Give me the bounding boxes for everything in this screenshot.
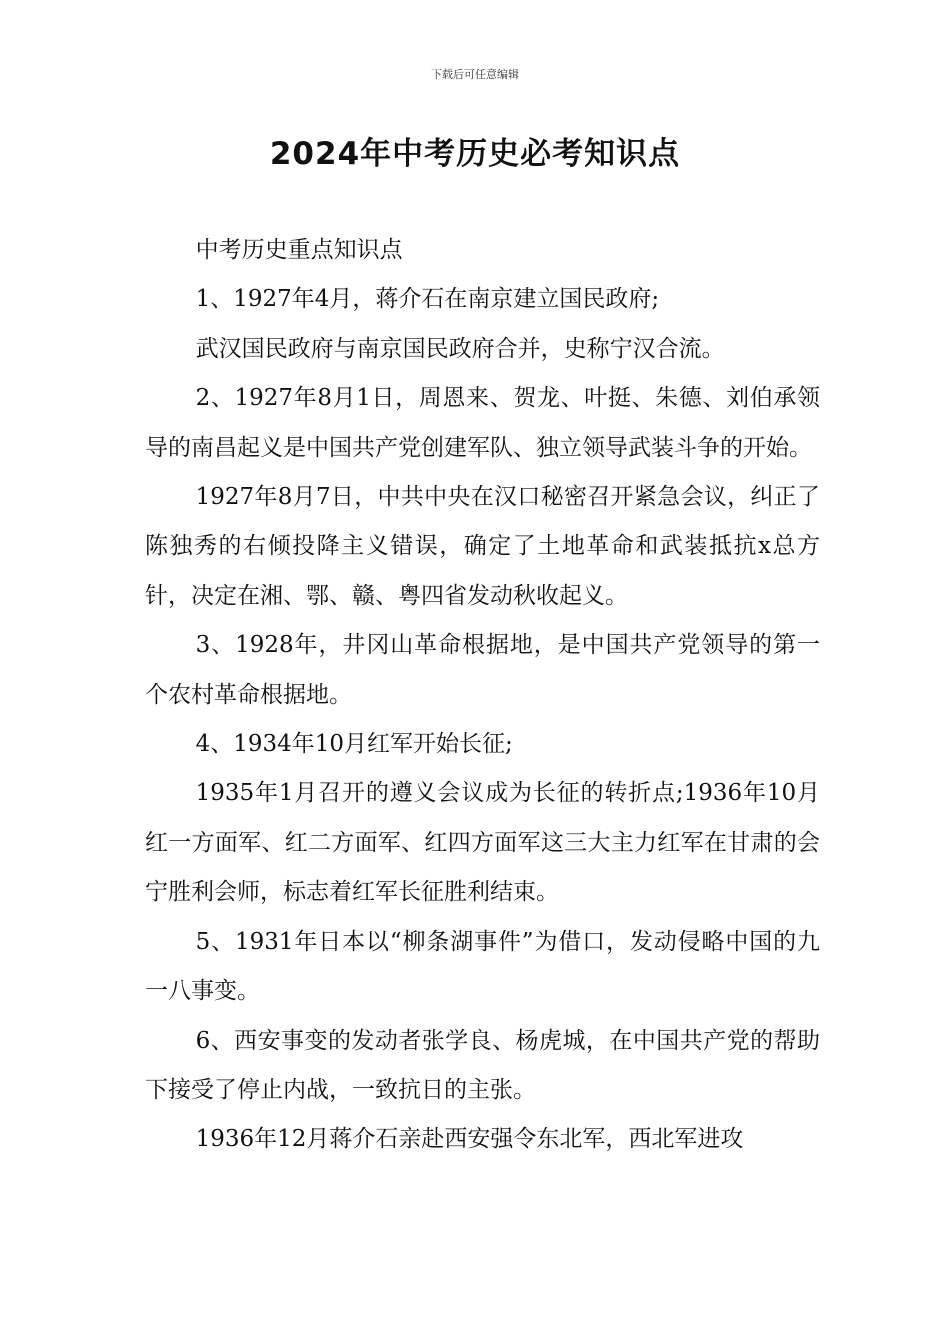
section-heading: 中考历史重点知识点: [195, 237, 403, 263]
paragraph: 1935年1月召开的遵义会议成为长征的转折点;1936年10月红一方面军、红二方面军、红四方面军这三大主力红军在甘肃的会宁胜利会师，标志着红军长征胜利结束。: [145, 780, 820, 906]
paragraph: 5、1931年日本以“柳条湖事件”为借口，发动侵略中国的九一八事变。: [145, 928, 820, 1005]
paragraph: 武汉国民政府与南京国民政府合并，史称宁汉合流。: [195, 335, 725, 362]
paragraph: 4、1934年10月红军开始长征;: [195, 731, 513, 758]
paragraph: 6、西安事变的发动者张学良、杨虎城，在中国共产党的帮助下接受了停止内战，一致抗日的主张。: [145, 1027, 820, 1103]
paragraph: 1、1927年4月，蒋介石在南京建立国民政府;: [195, 286, 660, 313]
paragraph: 1927年8月7日，中共中央在汉口秘密召开紧急会议，纠正了陈独秀的右倾投降主义错误，确定了土地革命和武装抵抗x总方针，决定在湘、鄂、赣、粤四省发动秋收起义。: [145, 484, 820, 609]
document-body: [145, 226, 820, 1165]
paragraph: 1936年12月蒋介石亲赴西安强令东北军，西北军进攻: [195, 1126, 744, 1153]
document-title: 2024年中考历史必考知识点: [269, 136, 681, 172]
paragraph: 2、1927年8月1日，周恩来、贺龙、叶挺、朱德、刘伯承领导的南昌起义是中国共产党创建军队、独立领导武装斗争的开始。: [145, 385, 820, 461]
page-header-note: 下载后可任意编辑: [431, 68, 519, 81]
paragraph: 3、1928年，井冈山革命根据地，是中国共产党领导的第一个农村革命根据地。: [145, 632, 820, 708]
